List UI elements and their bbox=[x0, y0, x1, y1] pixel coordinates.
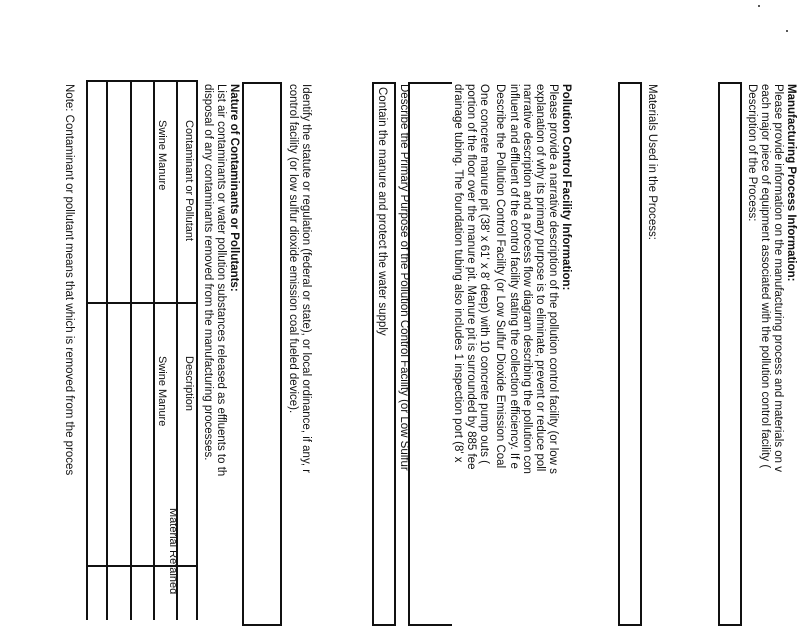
table-header-contaminant: Contaminant or Pollutant bbox=[183, 120, 195, 242]
table-col-border bbox=[88, 302, 198, 304]
pollution-text-1: Please provide a narrative description of the pollution control facility (or low s bbox=[547, 84, 559, 474]
materials-field[interactable] bbox=[618, 82, 642, 626]
statute-field[interactable] bbox=[242, 82, 282, 626]
statute-text-2: control facility (or low sulfur dioxide emission coal fueled device). bbox=[287, 84, 299, 414]
pollution-heading: Pollution Control Facility Information: bbox=[560, 84, 572, 291]
separator bbox=[469, 82, 471, 622]
table-row-border bbox=[107, 80, 109, 620]
table-top-border bbox=[197, 80, 199, 620]
materials-label: Materials Used in the Process: bbox=[646, 84, 658, 240]
pollution-text-2: explanation of why its primary purpose is to eliminate, prevent or reduce poll bbox=[534, 84, 546, 472]
pollution-text-3: narrative description and a process flow diagram describing the pollution con bbox=[521, 84, 533, 474]
table-cell-description[interactable]: Swine Manure bbox=[156, 356, 168, 427]
scan-speck bbox=[758, 5, 760, 7]
table-header-description: Description bbox=[183, 356, 195, 412]
process-description-label: Description of the Process: bbox=[746, 84, 758, 222]
table-row-border bbox=[87, 80, 89, 620]
table-cell-contaminant[interactable]: Swine Manure bbox=[156, 120, 168, 191]
manufacturing-heading: Manufacturing Process Information: bbox=[785, 84, 797, 282]
table-col-border bbox=[88, 565, 198, 567]
nature-text-2: disposal of any contaminants removed from the manufacturing processes. bbox=[202, 84, 214, 461]
scan-speck bbox=[786, 30, 788, 32]
table-col-border bbox=[88, 80, 198, 82]
primary-purpose-answer: Contain the manure and protect the water supply bbox=[376, 87, 388, 336]
nature-heading: Nature of Contaminants or Pollutants: bbox=[228, 84, 240, 292]
pollution-text-4: influent and effluent of the control facility stating the collection efficiency. If e bbox=[508, 84, 520, 469]
table-row-border bbox=[154, 80, 156, 620]
table-row-border bbox=[131, 80, 133, 620]
pollution-answer-1: One concrete manure pit (38' x 61' x 8' deep) with 10 concrete pump outs ( bbox=[478, 84, 490, 464]
statute-text-1: Identify the statute or regulation (federal or state), or local ordinance, if any, r bbox=[300, 84, 312, 474]
primary-purpose-label: Describe the Primary Purpose of the Pollution Control Facility (or Low Sulfur bbox=[398, 84, 410, 471]
pollution-answer-2: portion of the floor over the manure pit. Manure pit is surrounded by 885 fee bbox=[465, 84, 477, 470]
table-header-material-retained: Material Retained bbox=[167, 508, 179, 595]
manufacturing-text-1: Please provide information on the manufacturing process and materials on v bbox=[772, 84, 784, 473]
nature-text-1: List air contaminants or water pollution substances released as effluents to th bbox=[215, 84, 227, 477]
process-description-field[interactable] bbox=[718, 82, 742, 626]
manufacturing-text-2: each major piece of equipment associated with the pollution control facility ( bbox=[759, 84, 771, 469]
footnote: Note: Contaminant or pollutant means that which is removed from the proces bbox=[63, 84, 75, 476]
pollution-describe-label: Describe the Pollution Control Facility (or Low Sulfur Dioxide Emission Coal bbox=[494, 84, 506, 469]
pollution-answer-3: drainage tubing. The foundation tubing also includes 1 inspection port (8' x bbox=[452, 84, 464, 463]
pollution-description-field[interactable] bbox=[408, 82, 452, 626]
